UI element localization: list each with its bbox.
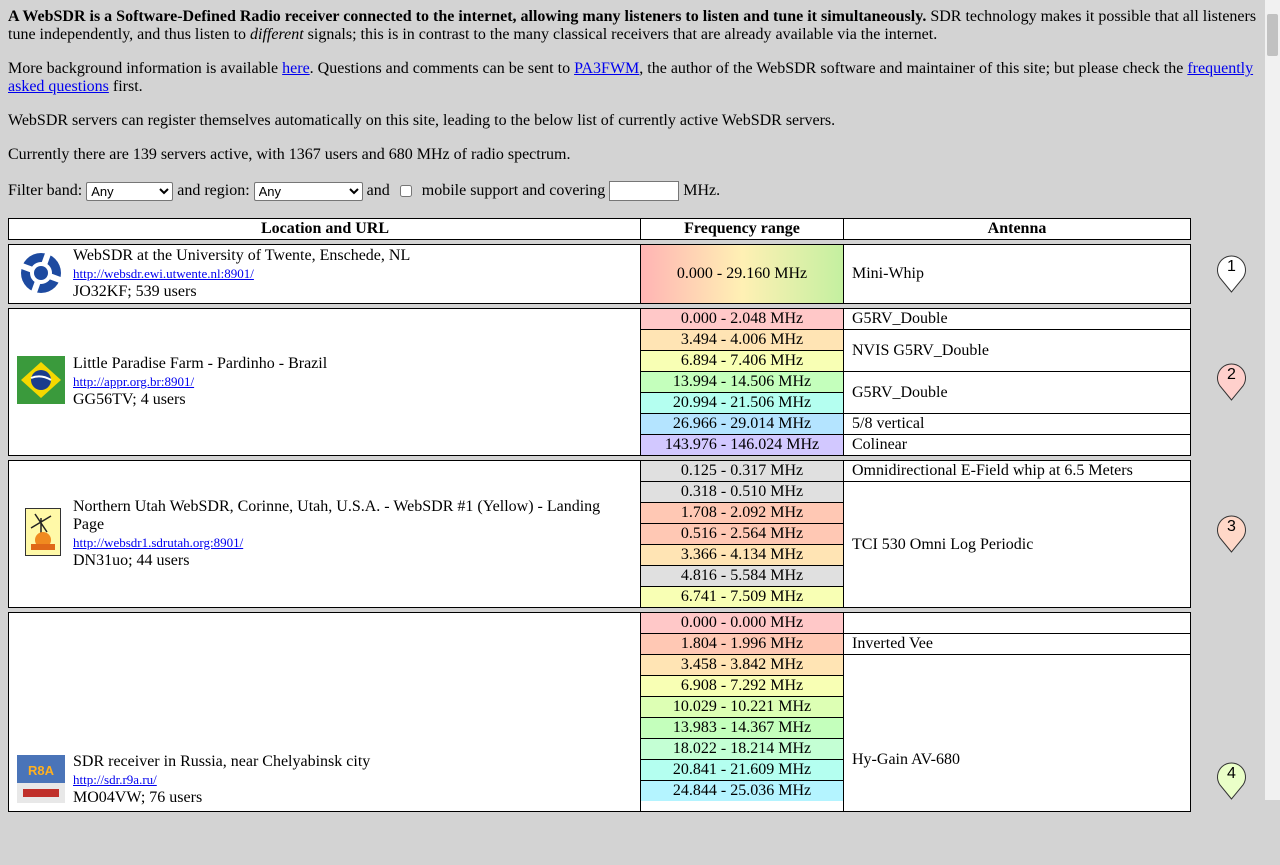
frequency-range: 1.804 - 1.996 MHz — [641, 634, 843, 654]
header-frequency: Frequency range — [684, 220, 800, 237]
frequency-range: 0.516 - 2.564 MHz — [641, 524, 843, 544]
server-row-3 — [8, 460, 1191, 608]
server-location-2 — [73, 355, 633, 409]
server-location-1 — [73, 247, 633, 301]
frequency-input[interactable] — [609, 181, 679, 201]
map-marker-3[interactable] — [1216, 514, 1247, 550]
frequency-range: 6.741 - 7.509 MHz — [641, 587, 843, 607]
server-url-link[interactable]: http://sdr.r9a.ru/ — [73, 772, 157, 787]
here-link[interactable]: here — [282, 60, 310, 77]
filter-mobile-label: mobile support and covering — [421, 182, 606, 199]
marker-label: 3 — [1227, 518, 1236, 535]
map-marker-4[interactable] — [1216, 761, 1247, 797]
intro-text-1: SDR technology makes it possible that all listeners tune independently, and thus listen to — [8, 8, 1257, 43]
server-logo-3 — [25, 508, 61, 556]
filter-bar — [8, 181, 720, 201]
frequency-range: 0.125 - 0.317 MHz — [641, 461, 843, 481]
logo-text: R8A — [27, 763, 55, 778]
frequency-range: 3.458 - 3.842 MHz — [641, 655, 843, 675]
antenna-label: TCI 530 Omni Log Periodic — [852, 536, 1034, 553]
bg-text-3: , the author of the WebSDR software and maintainer of this site; but please check the — [639, 60, 1188, 77]
frequency-range: 1.708 - 2.092 MHz — [641, 503, 843, 523]
frequency-range: 0.000 - 29.160 MHz — [641, 245, 843, 303]
antenna-label: Mini-Whip — [852, 265, 924, 282]
filter-mhz-label: MHz. — [683, 182, 721, 199]
antenna-label: G5RV_Double — [852, 384, 948, 401]
frequency-range: 13.983 - 14.367 MHz — [641, 718, 843, 738]
server-info: GG56TV; 4 users — [73, 391, 186, 408]
server-name: WebSDR at the University of Twente, Enschede, NL — [73, 247, 411, 264]
header-antenna: Antenna — [987, 220, 1047, 237]
bg-text-1: More background information is available — [8, 60, 283, 77]
frequency-range: 10.029 - 10.221 MHz — [641, 697, 843, 717]
frequency-range: 6.908 - 7.292 MHz — [641, 676, 843, 696]
map-marker-2[interactable] — [1216, 362, 1247, 398]
intro-em: different — [250, 26, 304, 43]
server-name: SDR receiver in Russia, near Chelyabinsk city — [73, 753, 371, 770]
intro-paragraph — [8, 8, 1258, 44]
frequency-range: 0.000 - 0.000 MHz — [641, 613, 843, 633]
frequency-range: 0.318 - 0.510 MHz — [641, 482, 843, 502]
faq-link[interactable]: frequently asked questions — [8, 60, 1254, 95]
band-select[interactable] — [86, 182, 173, 201]
server-row-1 — [8, 244, 1191, 304]
frequency-range: 24.844 - 25.036 MHz — [641, 781, 843, 801]
server-info: DN31uo; 44 users — [73, 552, 190, 569]
server-row-4 — [8, 612, 1191, 812]
header-location: Location and URL — [260, 220, 390, 237]
background-paragraph — [8, 60, 1258, 96]
antenna-label: 5/8 vertical — [852, 415, 925, 432]
map-marker-1[interactable] — [1216, 254, 1247, 290]
antenna-label: Hy-Gain AV-680 — [852, 751, 961, 768]
author-link[interactable]: PA3FWM — [574, 60, 640, 77]
frequency-range: 18.022 - 18.214 MHz — [641, 739, 843, 759]
frequency-range: 0.000 - 2.048 MHz — [641, 309, 843, 329]
server-logo-4 — [17, 755, 65, 803]
marker-label: 1 — [1227, 258, 1236, 275]
antenna-label: G5RV_Double — [852, 310, 948, 327]
server-logo-1 — [17, 249, 65, 297]
server-info: MO04VW; 76 users — [73, 789, 203, 806]
table-header — [8, 218, 1191, 240]
server-location-4 — [73, 753, 633, 807]
filter-region-label: and region: — [177, 182, 250, 199]
server-url-link[interactable]: http://websdr.ewi.utwente.nl:8901/ — [73, 266, 254, 281]
register-text: WebSDR servers can register themselves automatically on this site, leading to the below list of currently active WebSDR servers. — [8, 112, 836, 129]
filter-and-label: and — [366, 182, 390, 199]
server-name: Northern Utah WebSDR, Corinne, Utah, U.S.A. - WebSDR #1 (Yellow) - Landing Page — [73, 498, 601, 533]
server-url-link[interactable]: http://websdr1.sdrutah.org:8901/ — [73, 535, 244, 550]
bg-text-4: first. — [108, 78, 143, 95]
server-logo-2 — [17, 356, 65, 404]
frequency-range: 3.366 - 4.134 MHz — [641, 545, 843, 565]
vertical-scrollbar[interactable] — [1265, 0, 1280, 800]
stats-text: Currently there are 139 servers active, with 1367 users and 680 MHz of radio spectrum. — [8, 146, 571, 163]
frequency-range: 6.894 - 7.406 MHz — [641, 351, 843, 371]
frequency-range: 143.976 - 146.024 MHz — [641, 435, 843, 455]
frequency-range: 4.816 - 5.584 MHz — [641, 566, 843, 586]
server-info: JO32KF; 539 users — [73, 283, 197, 300]
mobile-checkbox[interactable] — [400, 185, 412, 197]
antenna-label: Inverted Vee — [852, 635, 933, 652]
scrollbar-thumb[interactable] — [1267, 14, 1278, 56]
antenna-label: Omnidirectional E-Field whip at 6.5 Meters — [852, 462, 1133, 479]
server-location-3 — [73, 498, 633, 570]
server-row-2 — [8, 308, 1191, 456]
frequency-range: 3.494 - 4.006 MHz — [641, 330, 843, 350]
frequency-range: 26.966 - 29.014 MHz — [641, 414, 843, 434]
bg-text-2: . Questions and comments can be sent to — [309, 60, 575, 77]
region-select[interactable] — [254, 182, 363, 201]
intro-text-2: signals; this is in contrast to the many classical receivers that are already available via the internet. — [303, 26, 938, 43]
frequency-range: 20.994 - 21.506 MHz — [641, 393, 843, 413]
frequency-range: 20.841 - 21.609 MHz — [641, 760, 843, 780]
intro-bold: A WebSDR is a Software-Defined Radio receiver connected to the internet, allowing many listeners to listen and tune it simultaneously. — [8, 8, 927, 25]
frequency-range: 13.994 - 14.506 MHz — [641, 372, 843, 392]
marker-label: 4 — [1227, 765, 1236, 782]
filter-band-label: Filter band: — [8, 182, 83, 199]
antenna-label: Colinear — [852, 436, 908, 453]
antenna-label: NVIS G5RV_Double — [852, 342, 989, 359]
server-name: Little Paradise Farm - Pardinho - Brazil — [73, 355, 328, 372]
marker-label: 2 — [1227, 366, 1236, 383]
server-url-link[interactable]: http://appr.org.br:8901/ — [73, 374, 195, 389]
